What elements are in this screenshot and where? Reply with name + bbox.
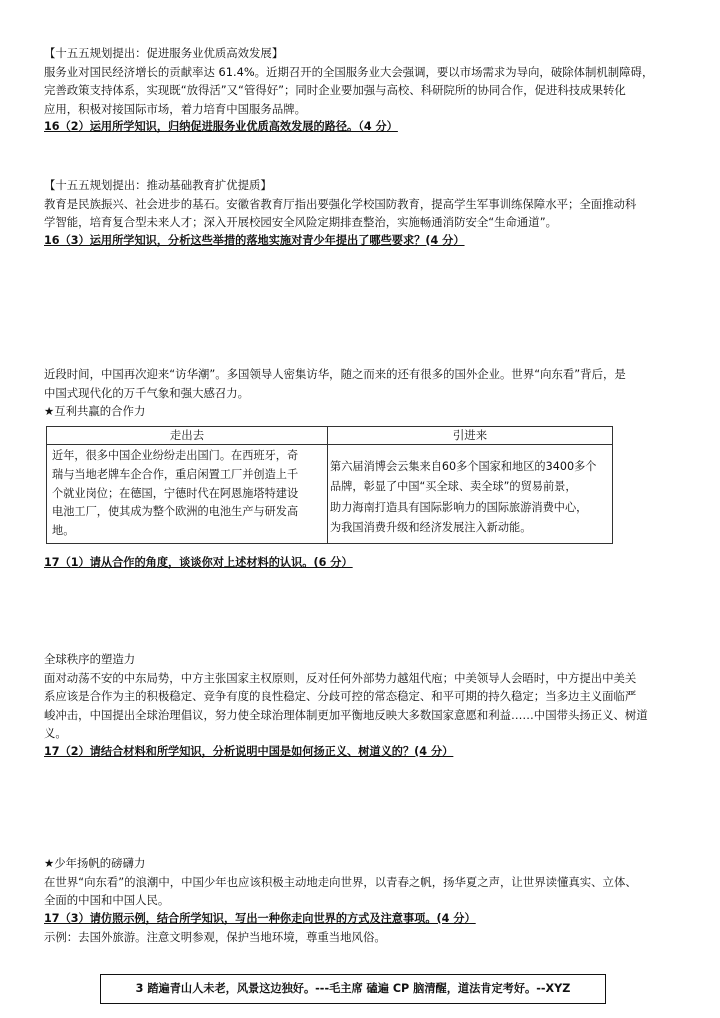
- question-16-3: 16（3）运用所学知识，分析这些举措的落地实施对青少年提出了哪些要求？(4 分）: [44, 233, 465, 247]
- subheading: ★互利共赢的合作力: [44, 404, 146, 419]
- example-answer: 示例：去国外旅游。注意文明参观，保护当地环境，尊重当地风俗。: [44, 930, 386, 945]
- table-cell-going-out: [47, 445, 328, 544]
- paragraph-line: 系应该是合作为主的积极稳定、竞争有度的良性稳定、分歧可控的常态稳定、和平可期的持久稳定；当多边主义面临严: [44, 689, 637, 704]
- section-global-order: [44, 650, 680, 762]
- question-17-3: 17（3）请仿照示例，结合所学知识，写出一种你走向世界的方式及注意事项。(4 分）: [44, 911, 476, 925]
- cooperation-table: [46, 426, 613, 544]
- section-youth-sailing: [44, 854, 680, 947]
- cell-line: 电池工厂，使其成为整个欧洲的电池生产与研发高: [52, 505, 299, 519]
- subheading: ★少年扬帆的磅礴力: [44, 856, 146, 870]
- paragraph-line: 峻冲击，中国提出全球治理倡议，努力使全球治理体制更加平衡地反映大多数国家意愿和利益……中国带头扬正义、树道: [44, 707, 648, 722]
- paragraph-line: 全面的中国和中国人民。: [44, 893, 170, 908]
- paragraph-line: 中国式现代化的万千气象和强大感召力。: [44, 385, 250, 400]
- table-header-going-out: 走出去: [47, 427, 328, 445]
- cell-line: 助力海南打造具有国际影响力的国际旅游消费中心，: [330, 500, 588, 514]
- table-cell-bringing-in: [328, 445, 613, 544]
- section-heading: 【十五五规划提出：促进服务业优质高效发展】: [44, 46, 284, 60]
- cell-line: 地。: [52, 524, 75, 538]
- cell-line: 近年，很多中国企业纷纷走出国门。在西班牙，奇: [52, 449, 299, 462]
- paragraph-line: 教育是民族振兴、社会进步的基石。安徽省教育厅指出要强化学校国防教育，提高学生军事训练保障水平；全面推动科: [44, 196, 637, 211]
- section-heading: 【十五五规划提出：推动基础教育扩优提质】: [44, 178, 272, 192]
- cell-line: 第六届消博会云集来自60多个国家和地区的3400多个: [330, 460, 597, 473]
- paragraph-line: 应用，积极对接国际市场，着力培育中国服务品牌。: [44, 101, 306, 116]
- page-footer-quote: 3 踏遍青山人未老，风景这边独好。---毛主席 磕遍 CP 脑清醒，道法肯定考好。--XYZ: [100, 974, 606, 1004]
- cell-line: 品牌，彰显了中国“买全球、卖全球”的贸易前景，: [330, 480, 577, 494]
- cell-line: 瑞与当地老牌车企合作，重启闲置工厂并创造上千: [52, 467, 299, 481]
- paragraph-line: 在世界“向东看”的浪潮中，中国少年也应该积极主动地走向世界，以青春之帆，扬华夏之声，让世界读懂真实、立体、: [44, 874, 637, 889]
- paragraph-line: 义。: [44, 726, 67, 741]
- question-17-1: 17（1）请从合作的角度，谈谈你对上述材料的认识。(6 分）: [44, 556, 353, 569]
- question-17-2: 17（2）请结合材料和所学知识，分析说明中国是如何扬正义、树道义的？(4 分）: [44, 744, 454, 758]
- question-16-2: 16（2）运用所学知识，归纳促进服务业优质高效发展的路径。（4 分）: [44, 120, 398, 134]
- section-service-industry: [44, 44, 680, 137]
- paragraph-line: 学智能，培育复合型未来人才；深入开展校园安全风险定期排查整治，实施畅通消防安全“生命通道”。: [44, 215, 557, 230]
- paragraph-line: 近段时间，中国再次迎来“访华潮”。多国领导人密集访华，随之而来的还有很多的国外企业。世界“向东看”背后，是: [44, 367, 626, 381]
- paragraph-line: 服务业对国民经济增长的贡献率达 61.4%。近期召开的全国服务业大会强调，要以市场需求为导向，破除体制机制障碍，: [44, 64, 654, 79]
- question-17-1-block: [44, 554, 680, 573]
- cell-line: 为我国消费升级和经济发展注入新动能。: [330, 521, 532, 535]
- section-basic-education: [44, 176, 680, 250]
- cell-line: 个就业岗位；在德国，宁德时代在阿恩施塔特建设: [52, 486, 299, 500]
- section-visit-china: [44, 365, 680, 421]
- table-header-bringing-in: 引进来: [328, 427, 613, 445]
- paragraph-line: 面对动荡不安的中东局势，中方主张国家主权原则，反对任何外部势力越俎代庖；中美领导人会晤时，中方提出中美关: [44, 670, 637, 685]
- paragraph-line: 完善政策支持体系，实现既“放得活”又“管得好”；同时企业要加强与高校、科研院所的协同合作，促进科技成果转化: [44, 83, 626, 98]
- subheading: 全球秩序的塑造力: [44, 652, 136, 666]
